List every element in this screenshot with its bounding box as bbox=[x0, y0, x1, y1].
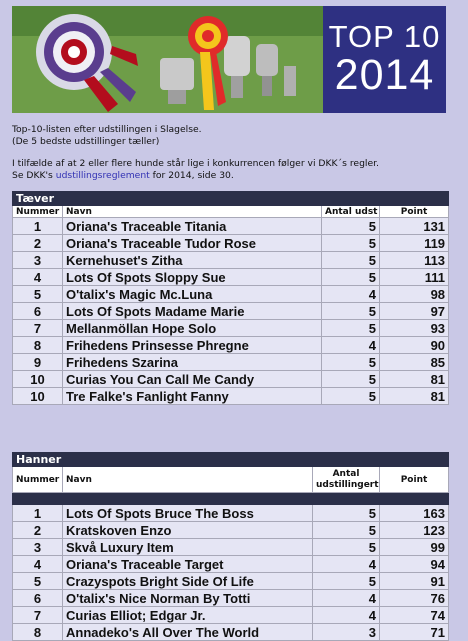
rank-cell: 7 bbox=[13, 607, 63, 624]
dog-name-cell: Frihedens Prinsesse Phregne bbox=[63, 337, 322, 354]
show-count-cell: 3 bbox=[313, 624, 380, 641]
intro-text bbox=[12, 124, 452, 181]
show-count-cell: 4 bbox=[322, 286, 380, 303]
points-cell: 99 bbox=[380, 539, 449, 556]
points-cell: 163 bbox=[380, 505, 449, 522]
dog-name-cell: Oriana's Traceable Target bbox=[63, 556, 313, 573]
rank-cell: 1 bbox=[13, 505, 63, 522]
intro-line: I tilfælde af at 2 eller flere hunde står lige i konkurrencen følger vi DKK´s regler. bbox=[12, 158, 379, 169]
intro-line: Top-10-listen efter udstillingen i Slagelse. bbox=[12, 124, 202, 135]
points-cell: 113 bbox=[380, 252, 449, 269]
show-count-cell: 5 bbox=[313, 573, 380, 590]
points-cell: 98 bbox=[380, 286, 449, 303]
show-count-cell: 4 bbox=[313, 556, 380, 573]
col-header-nummer: Nummer bbox=[13, 206, 63, 218]
points-cell: 81 bbox=[380, 388, 449, 405]
points-cell: 94 bbox=[380, 556, 449, 573]
rank-cell: 5 bbox=[13, 573, 63, 590]
points-cell: 71 bbox=[380, 624, 449, 641]
rank-cell: 1 bbox=[13, 218, 63, 235]
intro-line: (De 5 bedste udstillinger tæller) bbox=[12, 135, 160, 147]
rosette-trophy-image bbox=[12, 6, 323, 113]
males-table bbox=[12, 452, 449, 641]
points-cell: 111 bbox=[380, 269, 449, 286]
points-cell: 81 bbox=[380, 371, 449, 388]
udstillingsreglement-link[interactable]: udstillingsreglement bbox=[55, 169, 150, 181]
table-row bbox=[13, 303, 449, 320]
rank-cell: 2 bbox=[13, 522, 63, 539]
top10-banner bbox=[12, 6, 446, 113]
table-row bbox=[13, 505, 449, 522]
show-count-cell: 4 bbox=[313, 590, 380, 607]
show-count-cell: 4 bbox=[313, 607, 380, 624]
col-header-antal: Antal udst bbox=[322, 206, 380, 218]
dog-name-cell: O'talix's Nice Norman By Totti bbox=[63, 590, 313, 607]
dog-name-cell: Lots Of Spots Bruce The Boss bbox=[63, 505, 313, 522]
table-row bbox=[13, 539, 449, 556]
table-row bbox=[13, 371, 449, 388]
rank-cell: 7 bbox=[13, 320, 63, 337]
rank-cell: 2 bbox=[13, 235, 63, 252]
points-cell: 85 bbox=[380, 354, 449, 371]
dog-name-cell: O'talix's Magic Mc.Luna bbox=[63, 286, 322, 303]
banner-title-panel bbox=[323, 6, 446, 113]
dog-name-cell: Tre Falke's Fanlight Fanny bbox=[63, 388, 322, 405]
table-row bbox=[13, 286, 449, 303]
show-count-cell: 5 bbox=[322, 252, 380, 269]
rank-cell: 4 bbox=[13, 269, 63, 286]
points-cell: 123 bbox=[380, 522, 449, 539]
dog-name-cell: Oriana's Traceable Tudor Rose bbox=[63, 235, 322, 252]
show-count-cell: 5 bbox=[313, 539, 380, 556]
table-spacer bbox=[13, 493, 449, 505]
table-row bbox=[13, 320, 449, 337]
females-table bbox=[12, 191, 449, 405]
dog-name-cell: Skvå Luxury Item bbox=[63, 539, 313, 556]
dog-name-cell: Oriana's Traceable Titania bbox=[63, 218, 322, 235]
dog-name-cell: Frihedens Szarina bbox=[63, 354, 322, 371]
rank-cell: 6 bbox=[13, 590, 63, 607]
table-row bbox=[13, 235, 449, 252]
show-count-cell: 5 bbox=[313, 505, 380, 522]
rank-cell: 3 bbox=[13, 252, 63, 269]
show-count-cell: 5 bbox=[322, 235, 380, 252]
table-row bbox=[13, 522, 449, 539]
col-header-nummer: Nummer bbox=[13, 467, 63, 493]
col-header-point: Point bbox=[380, 467, 449, 493]
points-cell: 93 bbox=[380, 320, 449, 337]
dog-name-cell: Annadeko's All Over The World bbox=[63, 624, 313, 641]
show-count-cell: 5 bbox=[322, 303, 380, 320]
dog-name-cell: Curias Elliot; Edgar Jr. bbox=[63, 607, 313, 624]
rank-cell: 10 bbox=[13, 388, 63, 405]
table-row bbox=[13, 590, 449, 607]
banner-year-text: 2014 bbox=[334, 50, 435, 99]
table-row bbox=[13, 354, 449, 371]
rank-cell: 3 bbox=[13, 539, 63, 556]
points-cell: 119 bbox=[380, 235, 449, 252]
show-count-cell: 5 bbox=[322, 388, 380, 405]
dog-name-cell: Curias You Can Call Me Candy bbox=[63, 371, 322, 388]
rank-cell: 4 bbox=[13, 556, 63, 573]
dog-name-cell: Mellanmöllan Hope Solo bbox=[63, 320, 322, 337]
males-table-title: Hanner bbox=[13, 453, 449, 467]
show-count-cell: 5 bbox=[313, 522, 380, 539]
table-row bbox=[13, 624, 449, 641]
col-header-navn: Navn bbox=[63, 467, 313, 493]
show-count-cell: 5 bbox=[322, 218, 380, 235]
points-cell: 131 bbox=[380, 218, 449, 235]
show-count-cell: 5 bbox=[322, 320, 380, 337]
intro-line: Se DKK's udstillingsreglement for 2014, side 30. bbox=[12, 169, 234, 181]
points-cell: 90 bbox=[380, 337, 449, 354]
points-cell: 91 bbox=[380, 573, 449, 590]
points-cell: 76 bbox=[380, 590, 449, 607]
table-row bbox=[13, 269, 449, 286]
table-row bbox=[13, 337, 449, 354]
banner-top10-text: TOP 10 bbox=[328, 18, 441, 54]
table-row bbox=[13, 573, 449, 590]
rank-cell: 8 bbox=[13, 624, 63, 641]
dog-name-cell: Crazyspots Bright Side Of Life bbox=[63, 573, 313, 590]
table-row bbox=[13, 607, 449, 624]
col-header-antal: Antal udstillingert bbox=[313, 467, 380, 493]
points-cell: 97 bbox=[380, 303, 449, 320]
show-count-cell: 5 bbox=[322, 371, 380, 388]
show-count-cell: 5 bbox=[322, 354, 380, 371]
dog-name-cell: Lots Of Spots Madame Marie bbox=[63, 303, 322, 320]
females-table-title: Tæver bbox=[13, 192, 449, 206]
show-count-cell: 5 bbox=[322, 269, 380, 286]
col-header-navn: Navn bbox=[63, 206, 322, 218]
rank-cell: 9 bbox=[13, 354, 63, 371]
banner-photo-rosettes bbox=[12, 6, 323, 113]
rank-cell: 8 bbox=[13, 337, 63, 354]
table-row bbox=[13, 388, 449, 405]
dog-name-cell: Kernehuset's Zitha bbox=[63, 252, 322, 269]
col-header-point: Point bbox=[380, 206, 449, 218]
rank-cell: 10 bbox=[13, 371, 63, 388]
table-row bbox=[13, 252, 449, 269]
points-cell: 74 bbox=[380, 607, 449, 624]
rank-cell: 5 bbox=[13, 286, 63, 303]
table-row bbox=[13, 556, 449, 573]
rank-cell: 6 bbox=[13, 303, 63, 320]
show-count-cell: 4 bbox=[322, 337, 380, 354]
table-row bbox=[13, 218, 449, 235]
dog-name-cell: Kratskoven Enzo bbox=[63, 522, 313, 539]
dog-name-cell: Lots Of Spots Sloppy Sue bbox=[63, 269, 322, 286]
